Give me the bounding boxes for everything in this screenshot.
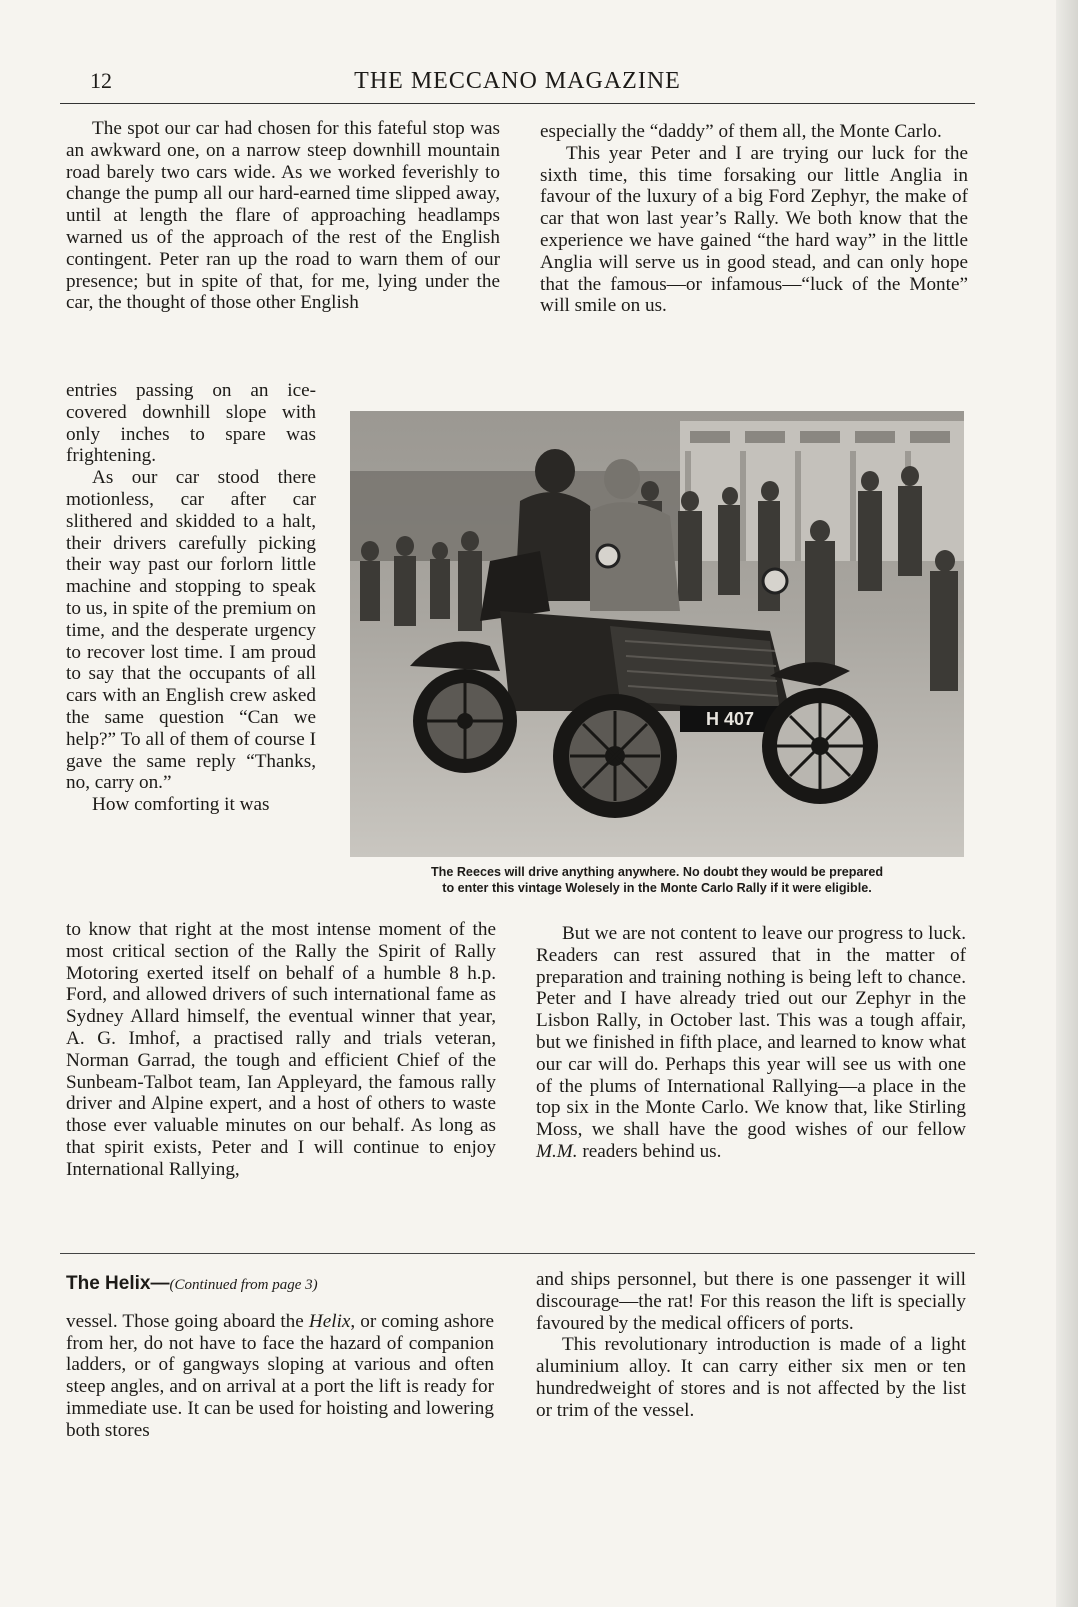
- paragraph-text: , or coming ashore from her, do not have to face the hazard of companion ladders, or of gangways sloping at various and often steep angles, and on arrival at a port the lift is ready for immediate use. It can be used for hoisting and lowering both stores: [66, 1310, 494, 1441]
- section-rule: [60, 1253, 975, 1254]
- article-col2-bottom: [536, 923, 966, 1163]
- ship-name: Helix: [308, 1310, 351, 1332]
- article-col1-top: [66, 118, 500, 314]
- article-col1-bottom: [66, 919, 496, 1181]
- paragraph: and ships personnel, but there is one passenger it will discourage—the rat! For this reason the lift is specially favoured by the medical officers of ports.: [536, 1269, 966, 1334]
- page-header: [60, 62, 975, 102]
- helix-heading-line: [66, 1273, 494, 1297]
- magazine-abbrev: M.M.: [536, 1140, 578, 1162]
- page-number: 12: [90, 68, 112, 93]
- paragraph-text-end: readers behind us.: [577, 1140, 722, 1162]
- paragraph-text: vessel. Those going aboard the: [66, 1310, 309, 1332]
- paragraph: [66, 1311, 494, 1442]
- paragraph: As our car stood there motionless, car after car slithered and skidded to a halt, their drivers carefully picking their way past our forlorn little machine and stopping to speak to us, in spite of the premium on time, and the desperate urgency to recover lost time. I am proud to say that the occupants of all cars with an English crew asked the same question “Can we help?” To all of them of course I gave the same reply “Thanks, no, carry on.”: [66, 467, 316, 794]
- caption-line: The Reeces will drive anything anywhere. No doubt they would be prepared: [430, 865, 884, 879]
- magazine-title: THE MECCANO MAGAZINE: [354, 68, 681, 94]
- page-edge-shadow: [1056, 0, 1078, 1607]
- licence-plate: H 407: [705, 709, 755, 729]
- article-col1-narrow: [66, 380, 316, 816]
- header-rule: [60, 103, 975, 104]
- caption-line: to enter this vintage Wolesely in the Monte Carlo Rally if it were eligible.: [442, 881, 872, 895]
- vintage-car-photo: [350, 411, 964, 857]
- paragraph-text: But we are not content to leave our progress to luck. Readers can rest assured that in the matter of preparation and training nothing is being left to chance. Peter and I have already tried out our Zephyr in the Lisbon Rally, in October last. This was a tough affair, but we finished in fifth place, and learned to know what our car will do. Perhaps this year will see us with one of the plums of International Rallying—a place in the top six in the Monte Carlo. We know that, like Stirling Moss, we shall have the good wishes of our fellow: [536, 923, 966, 1141]
- paragraph: This revolutionary introduction is made of a light aluminium alloy. It can carry either six men or ten hundredweight of stores and is not affected by the list or trim of the vessel.: [536, 1334, 966, 1421]
- continued-note: (Continued from page 3): [169, 1277, 318, 1293]
- helix-col2: [536, 1269, 966, 1422]
- paragraph: The spot our car had chosen for this fateful stop was an awkward one, on a narrow steep downhill mountain road barely two cars wide. As we worked feverishly to change the pump all our hard-earned time slipped away, until at length the flare of approaching headlamps warned us of the approach of the rest of the English contingent. Peter ran up the road to warn them of our presence; but in spite of that, for me, lying under the car, the thought of those other English: [66, 118, 500, 314]
- helix-col1: [66, 1273, 494, 1442]
- paragraph: entries passing on an ice-covered downhill slope with only inches to spare was frightening.: [66, 380, 316, 467]
- paragraph: [536, 923, 966, 1163]
- paragraph: How comforting it was: [92, 794, 270, 816]
- paragraph: This year Peter and I are trying our luck for the sixth time, this time forsaking our little Anglia in favour of the luxury of a big Ford Zephyr, the make of car that won last year’s Rally. We both know that the experience we have gained “the hard way” in the little Anglia will serve us in good stead, and can only hope that the famous—or infamous—“luck of the Monte” will smile on us.: [540, 142, 968, 317]
- article-col2-top: [540, 121, 968, 317]
- photo-illustration: [350, 411, 964, 857]
- paragraph: to know that right at the most intense moment of the most critical section of the Rally the Spirit of Rally Motoring exerted itself on behalf of a humble 8 h.p. Ford, and allowed drivers of such international fame as Sydney Allard himself, the eventual winner that year, A. G. Imhof, a practised rally and trials veteran, Norman Garrad, the tough and efficient Chief of the Sunbeam-Talbot team, Ian Appleyard, the famous rally driver and Alpine expert, and a host of others to waste those ever valuable minutes on our behalf. As long as that spirit exists, Peter and I will continue to enjoy International Rallying,: [66, 919, 496, 1180]
- photo-caption: [346, 864, 968, 896]
- helix-heading: The Helix—: [66, 1273, 170, 1294]
- paragraph: especially the “daddy” of them all, the Monte Carlo.: [540, 121, 942, 142]
